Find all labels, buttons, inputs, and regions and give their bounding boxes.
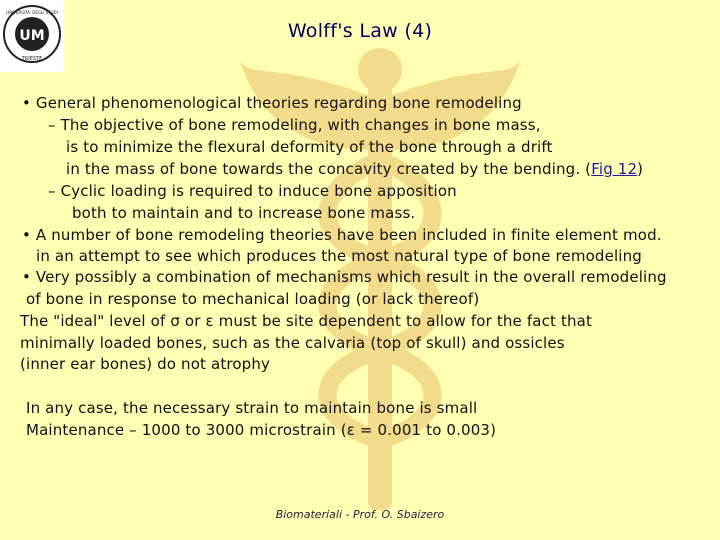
text-line: (inner ear bones) do not atrophy [20, 355, 271, 373]
summary-line: In any case, the necessary strain to maintain bone is small [26, 399, 478, 417]
text-segment: ) [637, 160, 644, 178]
bullet-line: • A number of bone remodeling theories have been included in finite element mod. [22, 226, 662, 244]
svg-text:UNIVERSITA' DEGLI STUDI: UNIVERSITA' DEGLI STUDI [6, 10, 58, 15]
svg-text:UM: UM [19, 28, 45, 44]
text-segment: in the mass of bone towards the concavity created by the bending. ( [66, 160, 592, 178]
text-line: in an attempt to see which produces the most natural type of bone remodeling [36, 247, 642, 265]
slide-title: Wolff's Law (4) [287, 20, 433, 42]
text-line: of bone in response to mechanical loading (or lack thereof) [26, 290, 480, 308]
text-line: minimally loaded bones, such as the calvaria (top of skull) and ossicles [20, 334, 565, 352]
fig-12-link[interactable]: Fig 12 [591, 160, 638, 178]
svg-text:TRIESTE: TRIESTE [21, 56, 43, 62]
sub-bullet-line: – The objective of bone remodeling, with changes in bone mass, [48, 116, 541, 134]
text-line: The "ideal" level of σ or ε must be site dependent to allow for the fact that [20, 312, 593, 330]
footer-credit: Biomateriali - Prof. O. Sbaizero [275, 508, 445, 521]
summary-line: Maintenance – 1000 to 3000 microstrain (ε = 0.001 to 0.003) [26, 421, 497, 439]
bullet-line: • Very possibly a combination of mechanisms which result in the overall remodeling [22, 268, 667, 286]
bullet-line: • General phenomenological theories regarding bone remodeling [22, 94, 522, 112]
text-line-with-link [66, 160, 643, 178]
sub-bullet-line: – Cyclic loading is required to induce bone apposition [48, 182, 457, 200]
text-line: is to minimize the flexural deformity of the bone through a drift [66, 138, 553, 156]
text-line: both to maintain and to increase bone mass. [72, 204, 416, 222]
